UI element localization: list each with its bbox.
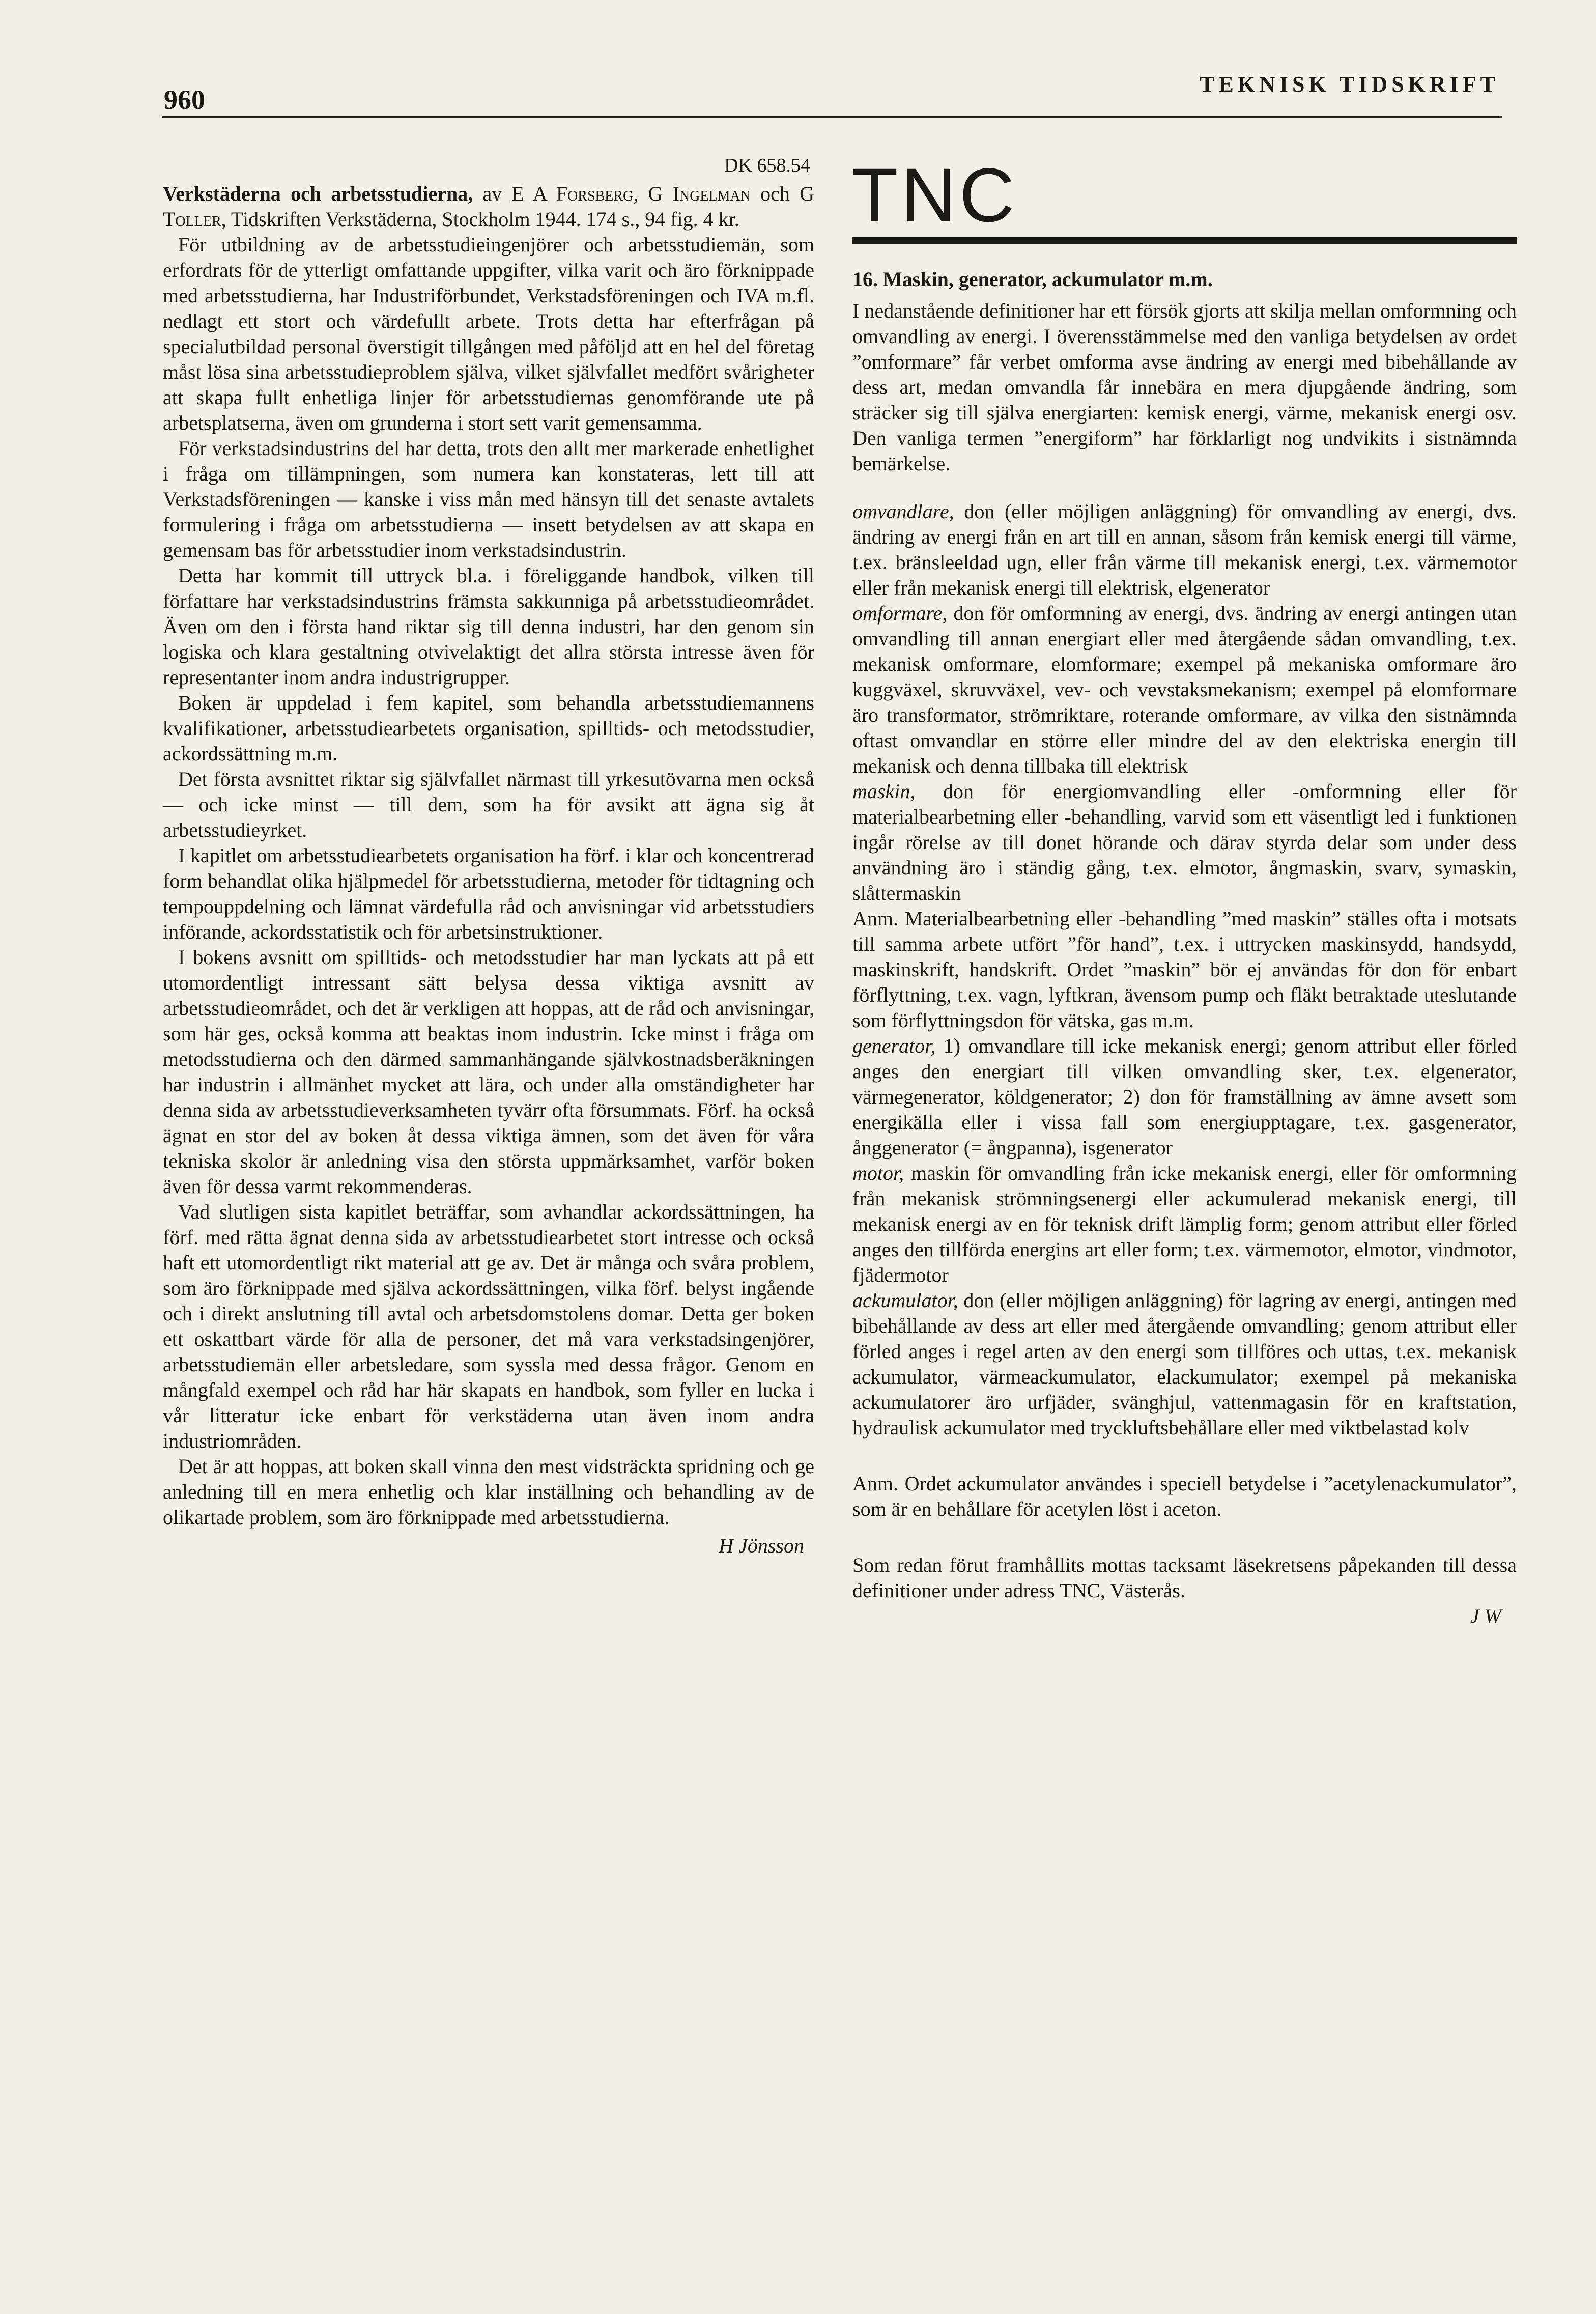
author-ingelman: Ingelman xyxy=(672,182,751,205)
definition-text: don för energiomvandling eller -omformning eller för materialbearbetning eller -behandling, varvid som ett väsentligt led i funktionen ingår rörelse av till donet hörande och därav styrda delar som under dess användning äro i ständig gång, t.ex. elmotor, ångmaskin, svarv, symaskin, slåttermaskin xyxy=(852,780,1517,905)
and-text: och G xyxy=(760,182,814,205)
note-ackumulator: Anm. Ordet ackumulator användes i speciell betydelse i ”acetylenackumulator”, som är en behållare för acetylen löst i aceton. xyxy=(852,1472,1517,1520)
definition-motor xyxy=(852,1161,1517,1288)
term: ackumulator, xyxy=(852,1289,958,1312)
header-rule xyxy=(162,116,1502,118)
review-paragraph: I kapitlet om arbetsstudiearbetets organisation ha förf. i klar och koncentrerad form behandlat olika hjälpmedel för arbetsstudierna, metoder för tidtagning och tempouppdelning och lämnat värdefulla råd och anvisningar vid arbetsstudiers införande, ackordsstatistik och för arbetsinstruktioner. xyxy=(163,844,814,943)
definition-ackumulator xyxy=(852,1288,1517,1441)
author-toller: Toller, xyxy=(163,208,226,231)
section-heading: 16. Maskin, generator, ackumulator m.m. xyxy=(852,268,1213,291)
page-number: 960 xyxy=(164,84,205,115)
tnc-initials: J W xyxy=(1470,1604,1501,1627)
note-maskin xyxy=(852,906,1517,1033)
definition-text: don (eller möjligen anläggning) för lagring av energi, antingen med bibehållande av dess art eller med återgående omvandling; genom attribut eller förled anges i regel arten av den energi som tillföres och uttas, t.ex. mekanisk ackumulator, värmeackumulator, elackumulator; exempel på mekaniska ackumulatorer äro urfjäder, svänghjul, vattenmagasin för en kraftstation, hydraulisk ackumulator med tryckluftsbehållare eller med viktbelastad kolv xyxy=(852,1289,1517,1439)
review-paragraph: För verkstadsindustrins del har detta, trots den allt mer markerade enhetlighet i fråga om tillämpningen, som numera kan konstateras, lett till att Verkstadsföreningen — kanske i viss mån med hänsyn till det senaste avtalets formulering i fråga om arbetsstudierna — insett betydelsen av att skapa en gemensam bas för arbetsstudier inom verkstadsindustrin. xyxy=(163,437,814,561)
review-paragraph: Det är att hoppas, att boken skall vinna den mest vidsträckta spridning och ge anledning till en mera enhetlig och klar inställning och behandling av de olikartade problem, som äro förknippade med arbetsstudierna. xyxy=(163,1455,814,1529)
closing-text: Som redan förut framhållits mottas tacksamt läsekretsens påpekanden till dessa definitioner under adress TNC, Västerås. xyxy=(852,1554,1517,1602)
review-reference xyxy=(163,181,814,232)
dk-code: DK 658.54 xyxy=(724,155,810,176)
review-paragraph: Vad slutligen sista kapitlet beträffar, som avhandlar ackordssättningen, ha förf. med rätta ägnat denna sida av arbetsstudiearbetet stort intresse och också haft ett utomordentligt rikt material att ge av. Det är många och svåra problem, som äro förknippade med själva ackordssättningen, vilka förf. belyst ingående och i direkt anslutning till avtal och arbetsdomstolens domar. Detta ger boken ett oskattbart värde för alla de personer, det må vara verkstadsingenjörer, arbetsstudiemän eller arbetsledare, som syssla med dessa frågor. Genom en mångfald exempel och råd har här skapats en handbok, som fyller en lucka i vår litteratur icke enbart för verkstäderna utan även inom andra industriområden. xyxy=(163,1200,814,1452)
definition-text: maskin för omvandling från icke mekanisk energi, eller för omformning från mekanisk strömningsenergi eller ackumulerad mekanisk energi, till mekanisk energi av en för teknisk drift lämplig form; genom attribut eller förled anges den tillförda energins art eller form; t.ex. värmemotor, elmotor, vindmotor, fjädermotor xyxy=(852,1162,1517,1286)
definition-omvandlare xyxy=(852,499,1517,601)
review-signature: H Jönsson xyxy=(719,1534,804,1557)
note-text: Anm. Materialbearbetning eller -behandling ”med maskin” ställes ofta i motsats till samma arbete utfört ”för hand”, t.ex. i uttrycken maskinsydd, handsydd, maskinskrift, handskrift. Ordet ”maskin” bör ej användas för don för enbart förflyttning, t.ex. vagn, lyftkran, ävensom pump och fläkt betraktade uteslutande som förflyttningsdon för vätska, gas m.m. xyxy=(852,907,1517,1032)
definition-generator xyxy=(852,1033,1517,1161)
tnc-title: TNC xyxy=(851,152,1018,238)
journal-name: TEKNISK TIDSKRIFT xyxy=(1200,72,1499,97)
term: maskin, xyxy=(852,780,916,803)
book-review-column xyxy=(163,153,814,1559)
review-book-title: Verkstäderna och arbetsstudierna, xyxy=(163,182,473,205)
review-paragraph: Detta har kommit till uttryck bl.a. i föreliggande handbok, vilken till författare har verkstadsindustrins främsta sakkunniga på arbetsstudieområdet. Även om den i första hand riktar sig till denna industri, har den genom sin logiska och klara gestaltning otvivelaktigt det allra största intresse även för representanter inom andra industrigrupper. xyxy=(163,564,814,689)
author-initial: G xyxy=(648,182,663,205)
term: omformare, xyxy=(852,602,948,625)
review-paragraph: Det första avsnittet riktar sig självfallet närmast till yrkesutövarna men också — och icke minst — till dem, som ha för avsikt att ägna sig åt arbetsstudieyrket. xyxy=(163,768,814,841)
definition-text: 1) omvandlare till icke mekanisk energi; genom attribut eller förled anges den energiart till vilken omvandling sker, t.ex. elgenerator, värmegenerator, köldgenerator; 2) don för framställning av ämne avsett som energikälla eller i vissa fall som energiupptagare, t.ex. gasgenerator, ånggenerator (= ångpanna), isgenerator xyxy=(852,1034,1517,1159)
definition-text: don (eller möjligen anläggning) för omvandling av energi, dvs. ändring av energi från en art till en annan, såsom från kemisk energi till värme, t.ex. bränsleeldad ugn, eller från värme till mekanisk energi, t.ex. värmemotor eller från mekanisk energi till elektrisk, elgenerator xyxy=(852,500,1517,599)
publication-info: Tidskriften Verkstäderna, Stockholm 1944. 174 s., 94 fig. 4 kr. xyxy=(231,208,739,231)
definition-omformare xyxy=(852,601,1517,779)
term: generator, xyxy=(852,1034,936,1057)
byline-pre: av E A xyxy=(482,182,547,205)
author-forsberg: Forsberg, xyxy=(556,182,639,205)
review-paragraph: Boken är uppdelad i fem kapitel, som behandla arbetsstudiemannens kvalifikationer, arbetsstudiearbetets organisation, spilltids- och metodsstudier, ackordssättning m.m. xyxy=(163,691,814,765)
term: motor, xyxy=(852,1162,904,1184)
tnc-column xyxy=(852,153,1517,1629)
definition-maskin xyxy=(852,779,1517,906)
term: omvandlare, xyxy=(852,500,954,523)
definition-text: don för omformning av energi, dvs. ändring av energi antingen utan omvandling till annan energiart eller med återgående sådan omvandling, t.ex. mekanisk omformare, elomformare; exempel på mekaniska omformare äro kuggväxel, skruvväxel, vev- och vevstaksmekanism; exempel på elomformare äro transformator, strömriktare, roterande omformare, av vilka den sistnämnda oftast omvandlar en större eller mindre del av den elektriska energin till mekanisk och denna tillbaka till elektrisk xyxy=(852,602,1517,777)
tnc-intro: I nedanstående definitioner har ett försök gjorts att skilja mellan omformning och omvandling av energi. I överensstämmelse med den vanliga betydelsen av ordet ”omformare” får verbet omforma avse ändring av energi med bibehållande av dess art, medan omvandla får innebära en mera djupgående ändring, som sträcker sig till själva energiarten: kemisk energi, värme, mekanisk energi osv. Den vanliga termen ”energiform” har förklarligt nog undvikits i sistnämnda bemärkelse. xyxy=(852,299,1517,475)
review-paragraph: I bokens avsnitt om spilltids- och metodsstudier har man lyckats att på ett utomordentligt intressant sätt belysa dessa viktiga avsnitt av arbetsstudieområdet, och det är verkligen att hoppas, att de råd och anvisningar, som här ges, också komma att beaktas inom industrin. Icke minst i fråga om metodsstudierna och den därmed sammanhängande självkostnadsberäkningen har industrin i allmänhet mycket att lära, och under alla omständigheter har denna sida av arbetsstudieverksamheten tyvärr ofta försummats. Förf. ha också ägnat en stor del av boken åt dessa viktiga ämnen, som det även för våra tekniska skolor är anledning visa den största uppmärksamhet, varför boken även för dessa varmt rekommenderas. xyxy=(163,946,814,1198)
review-paragraph: För utbildning av de arbetsstudieingenjörer och arbetsstudiemän, som erfordrats för de ytterligt omfattande uppgifter, vilka varit och äro förknippade med arbetsstudierna, har Industriförbundet, Verkstadsföreningen och IVA m.fl. nedlagt ett stort och värdefullt arbete. Trots detta har efterfrågan på specialutbildad personal överstigit tillgången med påföljd att en hel del företag måst lösa sina arbetsstudieproblem själva, vilket självfallet medfört svårigheter att skapa fullt enhetliga linjer för arbetsstudiernas genomförande ute på arbetsplatserna, även om grunderna i stort sett varit gemensamma. xyxy=(163,233,814,434)
tnc-rule xyxy=(852,237,1517,244)
